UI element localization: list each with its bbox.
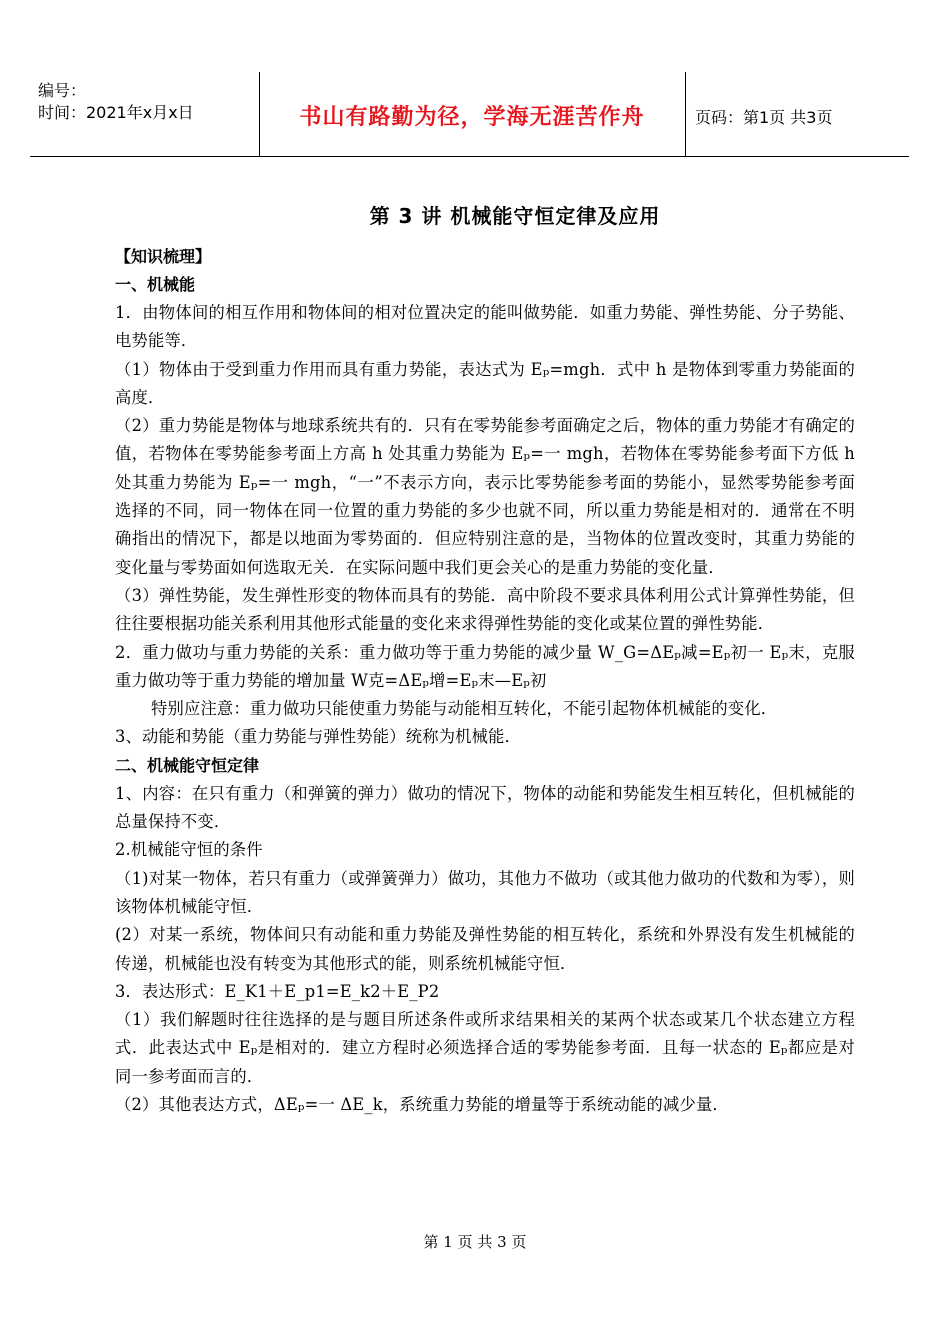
paragraph: （2）重力势能是物体与地球系统共有的．只有在零势能参考面确定之后，物体的重力势能才有确定的值，若物体在零势能参考面上方高 h 处其重力势能为 Eₚ=一 mgh，若物体在零势能参考面下方低 h 处其重力势能为 Eₚ=一 mgh，“一”不表示方向，表示比零势能参考面的势能小，显然零势能参考面选择的不同，同一物体在同一位置的重力势能的多少也就不同，所以重力势能是相对的．通常在不明确指出的情况下，都是以地面为零势面的．但应特别注意的是，当物体的位置改变时，其重力势能的变化量与零势面如何选取无关．在实际问题中我们更会关心的是重力势能的变化量． (115, 416, 855, 577)
header-page-label: 页码：第1页 共3页 (695, 108, 833, 127)
note-paragraph: 特别应注意：重力做功只能使重力势能与动能相互转化，不能引起物体机械能的变化． (151, 699, 778, 719)
paragraph: （1)对某一物体，若只有重力（或弹簧弹力）做功，其他力不做功（或其他力做功的代数和为零），则该物体机械能守恒． (115, 868, 855, 916)
header-meta (38, 80, 194, 124)
paragraph: （3）弹性势能，发生弹性形变的物体而具有的势能．高中阶段不要求具体利用公式计算弹性势能，但往往要根据功能关系利用其他形式能量的变化来求得弹性势能的变化或某位置的弹性势能． (115, 585, 855, 634)
header-motto: 书山有路勤为径，学海无涯苦作舟 (299, 105, 645, 130)
section-1-heading: 一、机械能 (115, 275, 196, 294)
paragraph: 2.机械能守恒的条件 (115, 840, 263, 860)
document-title: 第 3 讲 机械能守恒定律及应用 (369, 204, 661, 228)
paragraph: (2）对某一系统，物体间只有动能和重力势能及弹性势能的相互转化，系统和外界没有发生机械能的传递，机械能也没有转变为其他形式的能，则系统机械能守恒． (115, 925, 855, 973)
paragraph: 3．表达形式：E_K1＋E_p1=E_k2＋E_P2 (115, 981, 440, 1001)
paragraph: 3、动能和势能（重力势能与弹性势能）统称为机械能． (115, 727, 522, 747)
page-header (30, 72, 909, 157)
section-2-heading: 二、机械能守恒定律 (115, 755, 260, 775)
header-divider (685, 72, 686, 156)
number-label: 编号： (38, 81, 87, 100)
section-knowledge-heading: 【知识梳理】 (115, 247, 212, 266)
time-label: 时间：2021年x月x日 (38, 103, 194, 122)
paragraph: （1）我们解题时往往选择的是与题目所述条件或所求结果相关的某两个状态或某几个状态建立方程式．此表达式中 Eₚ是相对的．建立方程时必须选择合适的零势能参考面．且每一状态的 Eₚ都应是对同一参考面而言的． (115, 1010, 855, 1086)
paragraph: 2．重力做功与重力势能的关系：重力做功等于重力势能的减少量 W_G=ΔEₚ减=Eₚ初一 Eₚ末，克服重力做功等于重力势能的增加量 W克=ΔEₚ增=Eₚ末—Eₚ初 (115, 642, 855, 690)
page-footer: 第 1 页 共 3 页 (423, 1233, 527, 1251)
paragraph: （1）物体由于受到重力作用而具有重力势能，表达式为 Eₚ=mgh．式中 h 是物体到零重力势能面的高度． (115, 359, 855, 407)
paragraph: （2）其他表达方式，ΔEₚ=一 ΔE_k，系统重力势能的增量等于系统动能的减少量． (115, 1095, 729, 1115)
paragraph: 1．由物体间的相互作用和物体间的相对位置决定的能叫做势能．如重力势能、弹性势能、分子势能、电势能等． (115, 303, 855, 351)
document-body (115, 200, 855, 1119)
paragraph: 1、内容：在只有重力（和弹簧的弹力）做功的情况下，物体的动能和势能发生相互转化，但机械能的总量保持不变． (115, 783, 855, 832)
